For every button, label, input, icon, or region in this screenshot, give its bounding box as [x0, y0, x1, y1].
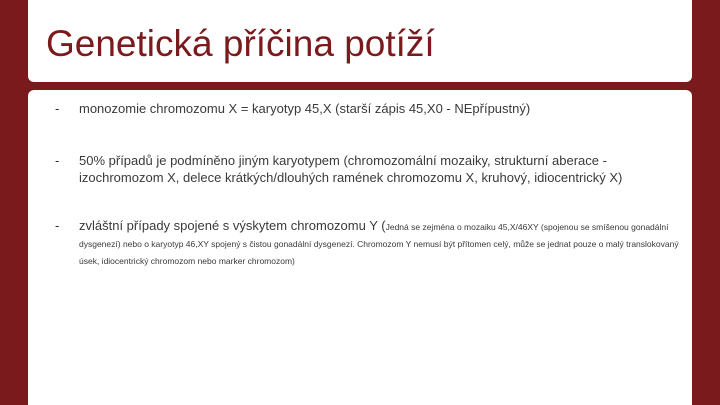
bullet-footnote-text: Jedná se zejména o mozaiku 45,X/46XY (spojenou se smíšenou gonadální dysgenezí) nebo o karyotyp 46,XY spojený s čistou gonadální dysgenezí. Chromozom Y nemusí být přítomen celý, může se jednat pouze o malý translokovaný úsek, idiocentrický chromozom nebo marker chromozom) [79, 222, 679, 266]
bullet-text: 50% případů je podmíněno jiným karyotypem (chromozomální mozaiky, strukturní aberace - izochromozom X, delece krátkých/dlouhých ramének chromozomu X, kruhový, idiocentrický X) [79, 153, 623, 185]
bullet-marker: - [55, 218, 60, 233]
slide-title: Genetická příčina potíží [46, 23, 435, 64]
bullet-main-text: zvláštní případy spojené s výskytem chromozomu Y ( [79, 218, 386, 233]
bullet-text [79, 217, 679, 268]
title-panel [28, 0, 692, 82]
content-panel [28, 90, 692, 405]
bullet-text: monozomie chromozomu X = karyotyp 45,X (starší zápis 45,X0 - NEpřípustný) [79, 101, 531, 116]
bullet-marker: - [55, 153, 60, 168]
bullet-marker: - [55, 101, 60, 116]
